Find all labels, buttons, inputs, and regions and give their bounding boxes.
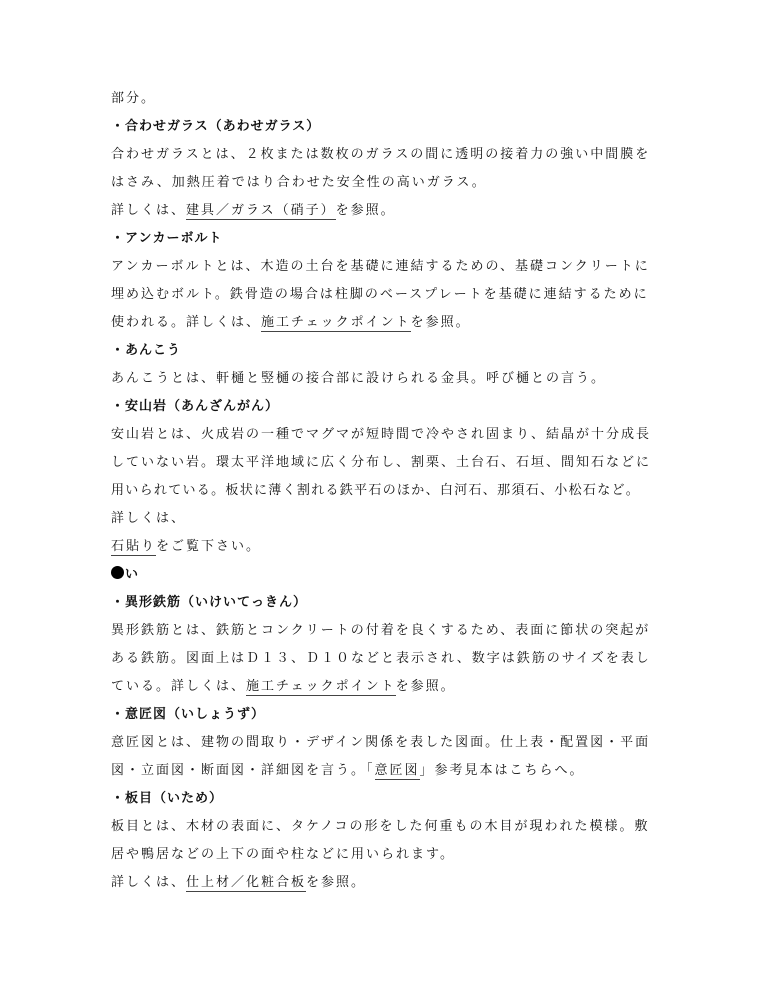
body-text-line: 詳しくは、: [111, 511, 187, 526]
reference-line: [111, 757, 671, 785]
section-header: [111, 561, 671, 589]
reference-suffix: を参照。: [306, 875, 367, 890]
reference-link[interactable]: 建具／ガラス（硝子）: [186, 203, 336, 218]
reference-line: [111, 869, 671, 897]
reference-link[interactable]: 仕上材／化粧合板: [186, 875, 307, 890]
reference-link[interactable]: 施工チェックポイント: [261, 315, 411, 330]
body-text-line: 合わせガラスとは、２枚または数枚のガラスの間に透明の接着力の強い中間膜を: [111, 147, 651, 162]
body-text-line: 板目とは、木材の表面に、タケノコの形をした何重もの木目が現われた模様。敷: [111, 819, 650, 834]
glossary-content: [111, 85, 671, 897]
reference-line: [111, 309, 671, 337]
reference-prefix: 使われる。詳しくは、: [111, 315, 262, 330]
body-text-line: 用いられている。板状に薄く割れる鉄平石のほか、白河石、那須石、小松石など。: [111, 483, 641, 498]
body-text-line: 埋め込むボルト。鉄骨造の場合は柱脚のベースプレートを基礎に連結するために: [111, 287, 649, 302]
term-heading: ・あんこう: [111, 343, 182, 358]
body-text-line: 意匠図とは、建物の間取り・デザイン関係を表した図面。仕上表・配置図・平面: [111, 735, 651, 750]
body-text-line: はさみ、加熱圧着ではり合わせた安全性の高いガラス。: [111, 175, 487, 190]
body-text-line: ある鉄筋。図面上はＤ１３、Ｄ１０などと表示され、数字は鉄筋のサイズを表し: [111, 651, 651, 666]
term-heading: ・板目（いため）: [111, 791, 224, 806]
term-heading: ・アンカーボルト: [111, 231, 223, 246]
body-text-line: あんこうとは、軒樋と竪樋の接合部に設けられる金具。呼び樋との言う。: [111, 371, 607, 386]
body-text-line: 安山岩とは、火成岩の一種でマグマが短時間で冷やされ固まり、結晶が十分成長: [111, 427, 652, 442]
reference-prefix: 図・立面図・断面図・詳細図を言う。「: [111, 763, 375, 778]
body-text-line: 異形鉄筋とは、鉄筋とコンクリートの付着を良くするため、表面に節状の突起が: [111, 623, 651, 638]
reference-line: [111, 197, 671, 225]
section-label: い: [125, 567, 140, 582]
reference-link[interactable]: 施工チェックポイント: [246, 679, 396, 694]
term-heading: ・安山岩（あんざんがん）: [111, 399, 280, 414]
term-heading: ・意匠図（いしょうず）: [111, 707, 266, 722]
term-heading: ・合わせガラス（あわせガラス）: [111, 119, 321, 134]
reference-line: [111, 673, 671, 701]
reference-suffix: を参照。: [410, 315, 471, 330]
reference-link[interactable]: 石貼り: [111, 539, 157, 554]
body-text-line: 部分。: [111, 91, 157, 106]
bullet-circle-icon: [111, 566, 124, 579]
reference-suffix: をご覧下さい。: [156, 539, 262, 554]
body-text-line: していない岩。環太平洋地域に広く分布し、割栗、土台石、石垣、間知石などに: [111, 455, 652, 470]
reference-link[interactable]: 意匠図: [374, 763, 420, 778]
body-text-line: アンカーボルトとは、木造の土台を基礎に連結するための、基礎コンクリートに: [111, 259, 650, 274]
reference-prefix: 詳しくは、: [111, 875, 187, 890]
reference-line: [111, 533, 671, 561]
reference-prefix: ている。詳しくは、: [111, 679, 247, 694]
term-heading: ・異形鉄筋（いけいてっきん）: [111, 595, 308, 610]
reference-suffix: 」参考見本はこちらへ。: [419, 763, 585, 778]
reference-suffix: を参照。: [335, 203, 396, 218]
reference-prefix: 詳しくは、: [111, 203, 187, 218]
body-text-line: 居や鴨居などの上下の面や柱などに用いられます。: [111, 847, 455, 862]
reference-suffix: を参照。: [395, 679, 456, 694]
